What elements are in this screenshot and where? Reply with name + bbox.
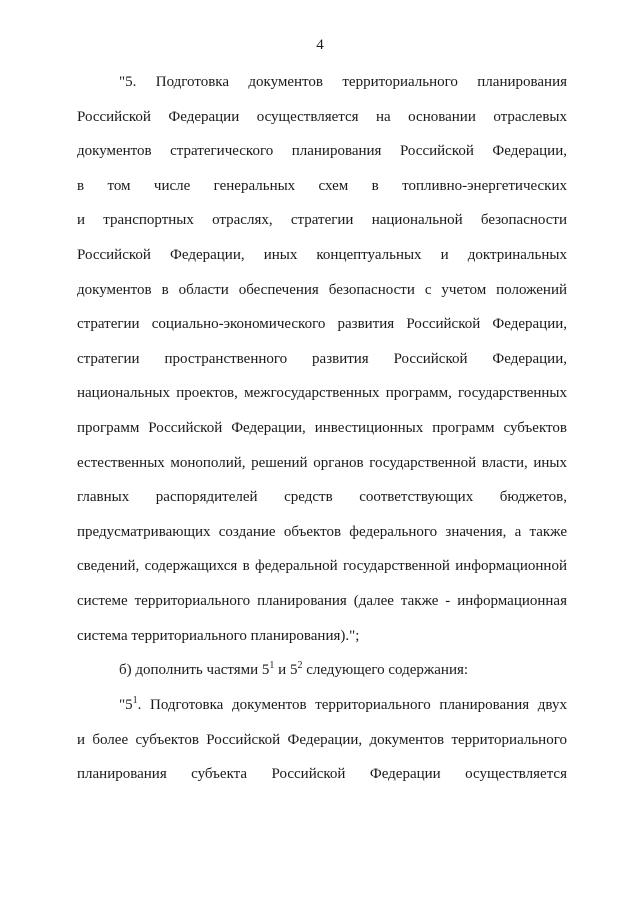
text-line: документов стратегического планирования Российской Федерации, [77,143,567,160]
text-line: документов в области обеспечения безопасности с учетом положений [77,281,567,298]
text-line [77,653,567,688]
paragraph-5 [77,65,567,653]
superscript: 1 [132,695,138,706]
text-line: стратегии пространственного развития Российской Федерации, [77,350,567,367]
superscript: 2 [297,660,303,671]
text-line: системе территориального планирования (далее также - информационная [77,592,567,609]
text-line: предусматривающих создание объектов федерального значения, а также [77,523,567,540]
superscript: 1 [269,660,275,671]
text-line: главных распорядителей средств соответствующих бюджетов, [77,489,567,506]
paragraph-5-1 [77,688,567,792]
item-b-middle: и 5 [274,662,298,678]
p51-prefix: "5 [119,697,133,713]
text-line [77,688,567,723]
text-line: в том числе генеральных схем в топливно-энергетических [77,177,567,194]
text-line: национальных проектов, межгосударственных программ, государственных [77,385,567,402]
item-b [77,653,567,688]
p51-rest: . Подготовка документов территориального планирования двух [137,697,567,713]
text-line: естественных монополий, решений органов государственной власти, иных [77,454,567,471]
text-line: система территориального планирования)."; [77,627,360,644]
text-line: Российской Федерации, иных концептуальных и доктринальных [77,246,567,263]
item-b-suffix: следующего содержания: [302,662,469,678]
text-line: Российской Федерации осуществляется на основании отраслевых [77,108,567,125]
page-number: 4 [316,37,324,53]
text-line: сведений, содержащихся в федеральной государственной информационной [77,558,567,575]
text-line: и транспортных отраслях, стратегии национальной безопасности [77,212,567,229]
text-line: планирования субъекта Российской Федерации осуществляется [77,766,567,783]
text-line: и более субъектов Российской Федерации, документов территориального [77,731,567,748]
text-line: стратегии социально-экономического развития Российской Федерации, [77,316,567,333]
item-b-prefix: б) дополнить частями 5 [119,662,270,678]
text-line: программ Российской Федерации, инвестиционных программ субъектов [77,419,567,436]
text-line: "5. Подготовка документов территориального планирования [119,74,567,90]
